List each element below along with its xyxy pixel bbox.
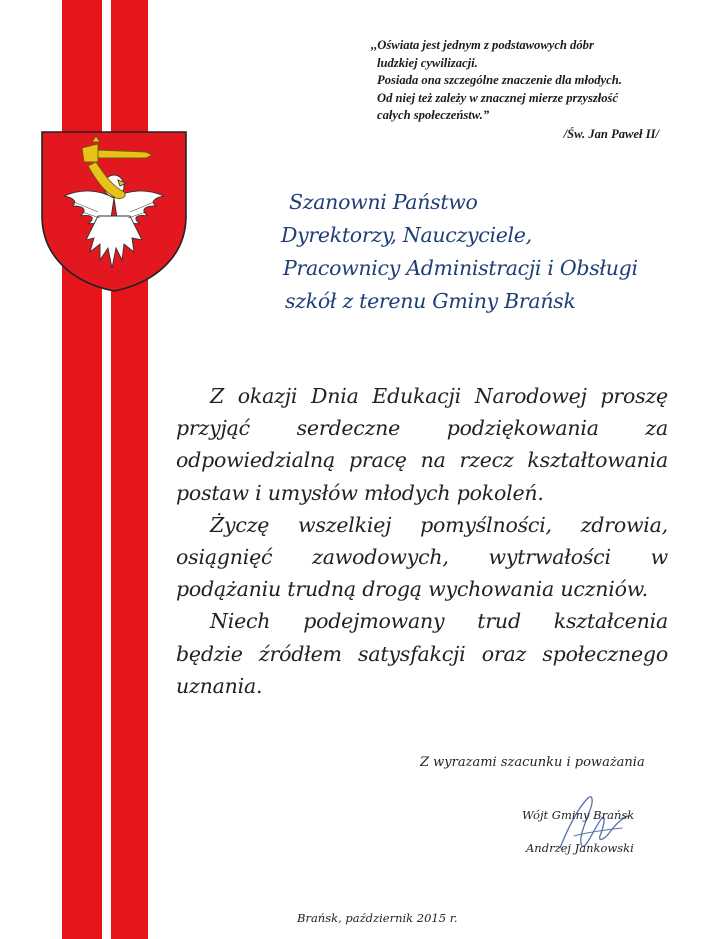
epigraph-quote xyxy=(371,37,671,143)
quote-line: całych społeczeństw.” xyxy=(377,108,490,122)
letter-paragraph xyxy=(176,605,668,702)
coat-of-arms-icon xyxy=(38,128,190,294)
signatory-title: Wójt Gminy Brańsk xyxy=(522,808,635,822)
salutation xyxy=(281,186,691,318)
letter-paragraph xyxy=(176,380,668,509)
quote-line: ludzkiej cywilizacji. xyxy=(377,55,478,70)
paragraph-line: uznania. xyxy=(176,673,263,698)
place-and-date: Brańsk, październik 2015 r. xyxy=(297,911,458,925)
paragraph-line: odpowiedzialną pracę na rzecz kształtowania xyxy=(176,448,668,473)
quote-line: ,,Oświata jest jednym z podstawowych dóbr xyxy=(371,38,594,52)
quote-line: Posiada ona szczególne znaczenie dla młodych. xyxy=(377,73,622,87)
paragraph-line: Niech podejmowany trud kształcenia xyxy=(210,609,668,634)
quote-author: /Św. Jan Paweł II/ xyxy=(563,126,659,141)
paragraph-line: Z okazji Dnia Edukacji Narodowej proszę xyxy=(210,384,668,408)
paragraph-line: przyjąć serdeczne podziękowania za xyxy=(176,416,668,441)
paragraph-line: osiągnięć zawodowych, wytrwałości w xyxy=(176,545,668,570)
salutation-line: Pracownicy Administracji i Obsługi xyxy=(283,256,638,280)
salutation-line: Dyrektorzy, Nauczyciele, xyxy=(281,223,532,247)
letter-body xyxy=(176,380,668,702)
signatory-name: Andrzej Jankowski xyxy=(526,841,634,855)
quote-line: Od niej też zależy w znacznej mierze przyszłość xyxy=(377,90,619,105)
closing-formula: Z wyrazami szacunku i poważania xyxy=(420,755,645,770)
paragraph-line: Życzę wszelkiej pomyślności, zdrowia, xyxy=(210,512,668,537)
letter-paragraph xyxy=(176,509,668,606)
salutation-line: Szanowni Państwo xyxy=(289,190,478,214)
paragraph-line: podążaniu trudną drogą wychowania uczniów. xyxy=(176,577,648,602)
salutation-line: szkół z terenu Gminy Brańsk xyxy=(285,289,576,313)
paragraph-line: postaw i umysłów młodych pokoleń. xyxy=(176,480,544,505)
paragraph-line: będzie źródłem satysfakcji oraz społecznego xyxy=(176,641,668,666)
handwritten-signature xyxy=(548,788,638,868)
